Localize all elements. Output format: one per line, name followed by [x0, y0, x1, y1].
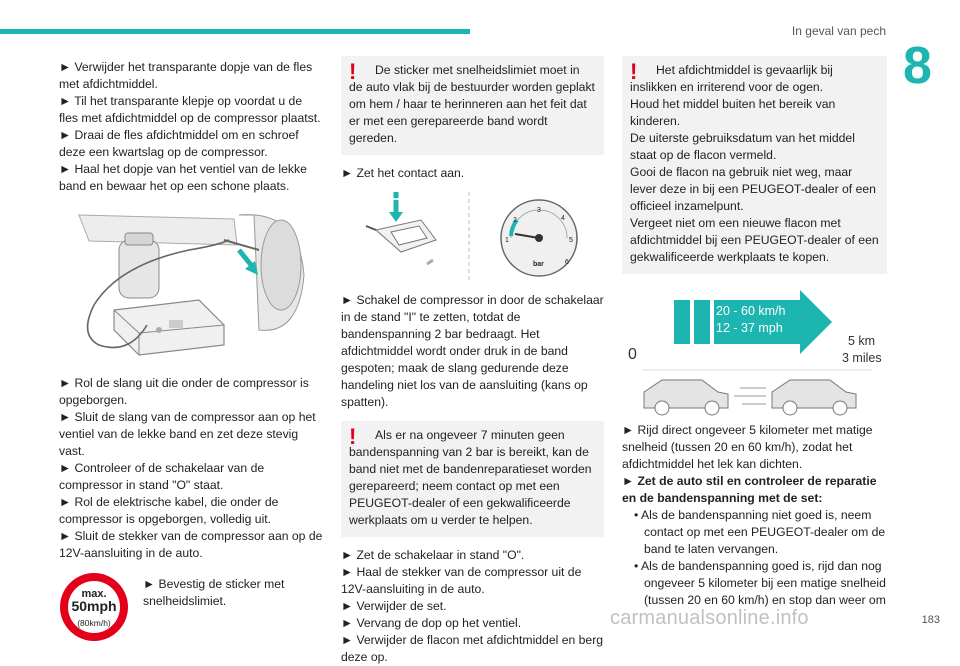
compressor-illustration	[59, 205, 324, 375]
distance-miles-label: 3 miles	[842, 351, 882, 365]
step-drive: ► Rijd direct ongeveer 5 kilometer met matige snelheid (tussen 20 en 60 km/h), zodat het afdichtmiddel het lek kan dichten.	[622, 422, 887, 473]
speed-mph-label: 12 - 37 mph	[716, 321, 783, 335]
step-remove-kit: ► Verwijder de set.	[341, 598, 604, 615]
ignition-switch-icon	[366, 192, 436, 264]
distance-start-label: 0	[628, 346, 637, 363]
sticker-row	[59, 572, 324, 642]
column-2	[341, 56, 604, 666]
step-unroll-cable: ► Rol de elektrische kabel, die onder de compressor is opgeborgen, volledig uit.	[59, 494, 324, 528]
warning-exclamation-icon: !	[630, 59, 638, 84]
gauge-tick-6: 6	[565, 259, 569, 266]
step-connect-hose: ► Sluit de slang van de compressor aan op het ventiel van de lekke band en zet deze stevig vast.	[59, 409, 324, 460]
step-valve-cap: ► Haal het dopje van het ventiel van de lekke band en bewaar het op een schone plaats.	[59, 161, 324, 195]
step-plug-in: ► Sluit de stekker van de compressor aan op de 12V-aansluiting in de auto.	[59, 528, 324, 562]
gauge-tick-2: 2	[513, 217, 517, 224]
warning-exclamation-icon: !	[349, 59, 357, 84]
step-screw-bottle: ► Draai de fles afdichtmiddel om en schroef deze een kwartslag op de compressor.	[59, 127, 324, 161]
sub-item-pressure-bad: • Als de bandenspanning niet goed is, neem contact op met een PEUGEOT-dealer om de band te laten vervangen.	[622, 507, 887, 558]
step-ignition-on: ► Zet het contact aan.	[341, 165, 604, 182]
switch-and-gauge-illustration	[341, 190, 604, 286]
distance-km-label: 5 km	[848, 334, 876, 348]
warning-box-pressure	[341, 421, 604, 537]
column-1	[59, 59, 324, 642]
warning-box-sticker	[341, 56, 604, 155]
chapter-number: 8	[903, 37, 932, 95]
gauge-unit: bar	[533, 261, 544, 268]
step-unroll-hose: ► Rol de slang uit die onder de compressor is opgeborgen.	[59, 375, 324, 409]
step-unplug: ► Haal de stekker van de compressor uit de 12V-aansluiting in de auto.	[341, 564, 604, 598]
sticker-line3: (80km/h)	[77, 618, 111, 628]
section-title: In geval van pech	[791, 24, 886, 38]
warning-sealant-text: Het afdichtmiddel is gevaarlijk bij inslikken en irriterend voor de ogen. Houd het middel buiten het bereik van kinderen. De uiterste gebruiksdatum van het middel staat op de flacon vermeld. Gooi de flacon na gebruik niet weg, maar lever deze in bij een PEUGEOT-dealer of een officieel inzamelpunt. Vergeet niet om een nieuwe flacon met afdichtmiddel bij een PEUGEOT-dealer of een gekwalificeerde werkplaats te kopen.	[630, 63, 879, 264]
step-lift-flap: ► Til het transparante klepje op voordat u de fles met afdichtmiddel op de compressor plaatst.	[59, 93, 324, 127]
warning-exclamation-icon: !	[349, 424, 357, 449]
step-stop-check: ► Zet de auto stil en controleer de reparatie en de bandenspanning met de set:	[622, 473, 887, 507]
step-sticker: ► Bevestig de sticker met snelheidslimiet.	[143, 576, 313, 610]
speed-distance-illustration	[622, 288, 887, 418]
sticker-line1: max.	[81, 588, 107, 600]
step-store-bottle: ► Verwijder de flacon met afdichtmiddel en berg deze op.	[341, 632, 604, 666]
warning-pressure-text: Als er na ongeveer 7 minuten geen bandenspanning van 2 bar is bereikt, kan de band niet met de bandenreparatieset worden gerepareerd; neem contact op met een PEUGEOT-dealer of een gekwalificeerde werkplaats om u verder te helpen.	[349, 428, 592, 527]
warning-sticker-text: De sticker met snelheidslimiet moet in de auto vlak bij de bestuurder worden geplakt om hem / haar te herinneren aan het feit dat er met een gerepareerde band wordt gereden.	[349, 63, 595, 145]
warning-box-sealant	[622, 56, 887, 274]
column-3	[622, 56, 887, 609]
gauge-tick-5: 5	[569, 237, 573, 244]
car-moving-icon	[734, 380, 856, 415]
step-replace-cap: ► Vervang de dop op het ventiel.	[341, 615, 604, 632]
speed-kmh-label: 20 - 60 km/h	[716, 304, 786, 318]
step-remove-cap: ► Verwijder het transparante dopje van de fles met afdichtmiddel.	[59, 59, 324, 93]
page-number: 183	[921, 614, 940, 626]
sticker-line2: 50mph	[71, 598, 117, 614]
step-switch-on: ► Schakel de compressor in door de schakelaar in de stand "I" te zetten, totdat de bandenspanning 2 bar bedraagt. Het afdichtmiddel wordt onder druk in de band gespoten; maak de slang gedurende deze handeling niet los van de aansluiting (kans op spatten).	[341, 292, 604, 411]
gauge-tick-3: 3	[537, 207, 541, 214]
top-accent-bar	[0, 29, 470, 34]
gauge-tick-1: 1	[505, 237, 509, 244]
step-check-switch: ► Controleer of de schakelaar van de compressor in stand "O" staat.	[59, 460, 324, 494]
watermark: carmanualsonline.info	[610, 607, 809, 629]
car-icon	[644, 380, 728, 415]
step-switch-off: ► Zet de schakelaar in stand "O".	[341, 547, 604, 564]
sub-item-pressure-good: • Als de bandenspanning goed is, rijd dan nog ongeveer 5 kilometer bij een matige snelheid (tussen 20 en 60 km/h) en stop dan weer om	[622, 558, 887, 609]
gauge-tick-4: 4	[561, 215, 565, 222]
